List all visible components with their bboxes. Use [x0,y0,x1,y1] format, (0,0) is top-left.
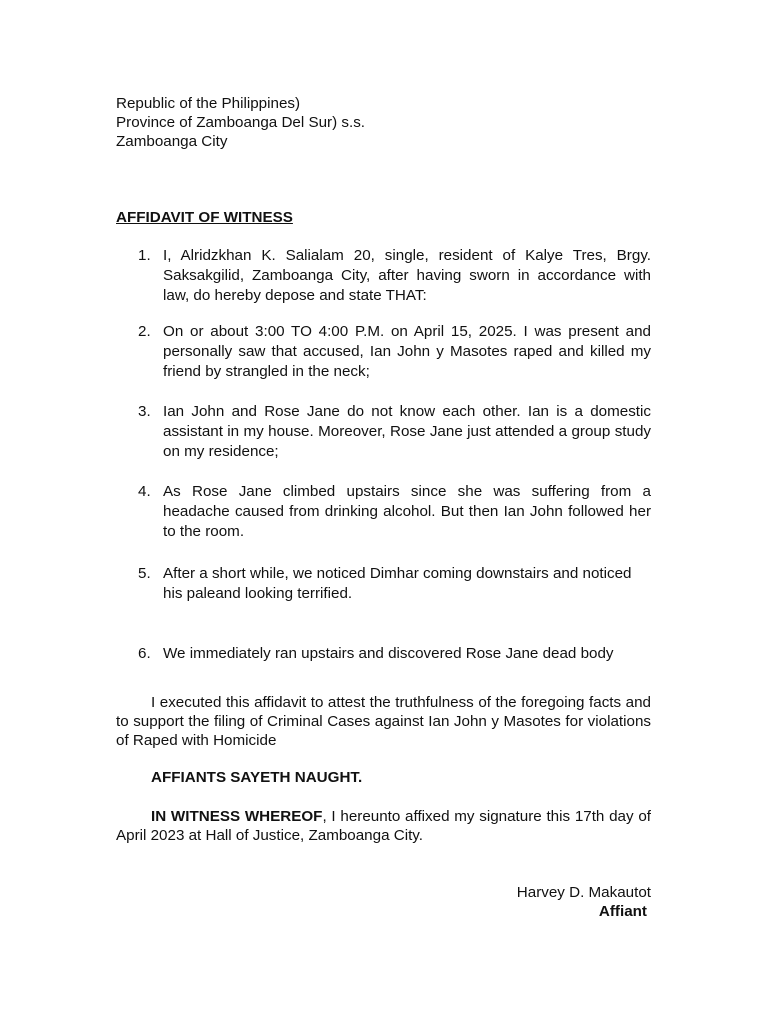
list-item [138,402,651,462]
list-item [138,482,651,542]
item-number: 3. [138,403,151,420]
signature-block [517,883,651,921]
witness-bold-text: IN WITNESS WHEREOF [151,808,323,825]
item-number: 6. [138,645,151,662]
signatory-role: Affiant [598,903,647,920]
item-text: On or about 3:00 TO 4:00 P.M. on April 15, 2025. I was present and personally saw that accused, Ian John y Masotes raped and killed my friend by strangled in the neck; [163,323,651,380]
item-text: We immediately ran upstairs and discovered Rose Jane dead body [163,645,614,662]
witness-text: , I hereunto affixed my signature this 17th day of April 2023 at Hall of Justice, Zamboanga City. [116,808,651,844]
header-city: Zamboanga City [116,133,228,150]
closing-text: I executed this affidavit to attest the truthfulness of the foregoing facts and to support the filing of Criminal Cases against Ian John y Masotes for violations of Raped with Homicide [116,694,651,749]
item-text: Ian John and Rose Jane do not know each other. Ian is a domestic assistant in my house. Moreover, Rose Jane just attended a group study on my residence; [163,403,651,460]
item-text: As Rose Jane climbed upstairs since she was suffering from a headache caused from drinking alcohol. But then Ian John followed her to the room. [163,483,651,540]
item-number: 5. [138,565,151,582]
item-text: After a short while, we noticed Dimhar coming downstairs and noticed his paleand looking terrified. [163,565,632,602]
item-number: 4. [138,483,151,500]
witness-paragraph [116,807,651,845]
sayeth-line [116,768,651,787]
list-item [138,644,651,664]
list-item [138,246,651,306]
signatory-name: Harvey D. Makautot [516,884,651,901]
list-item [138,564,651,604]
header-republic: Republic of the Philippines) [116,95,301,112]
list-item [138,322,651,382]
item-number: 2. [138,323,151,340]
closing-paragraph [116,693,651,750]
item-text: I, Alridzkhan K. Salialam 20, single, resident of Kalye Tres, Brgy. Saksakgilid, Zamboanga City, after having sworn in accordance with law, do hereby depose and state THAT: [163,247,651,304]
document-header [116,94,365,151]
header-province: Province of Zamboanga Del Sur) s.s. [116,114,366,131]
item-number: 1. [138,247,151,264]
sayeth-text: AFFIANTS SAYETH NAUGHT. [151,769,363,786]
document-title: AFFIDAVIT OF WITNESS [116,209,293,226]
